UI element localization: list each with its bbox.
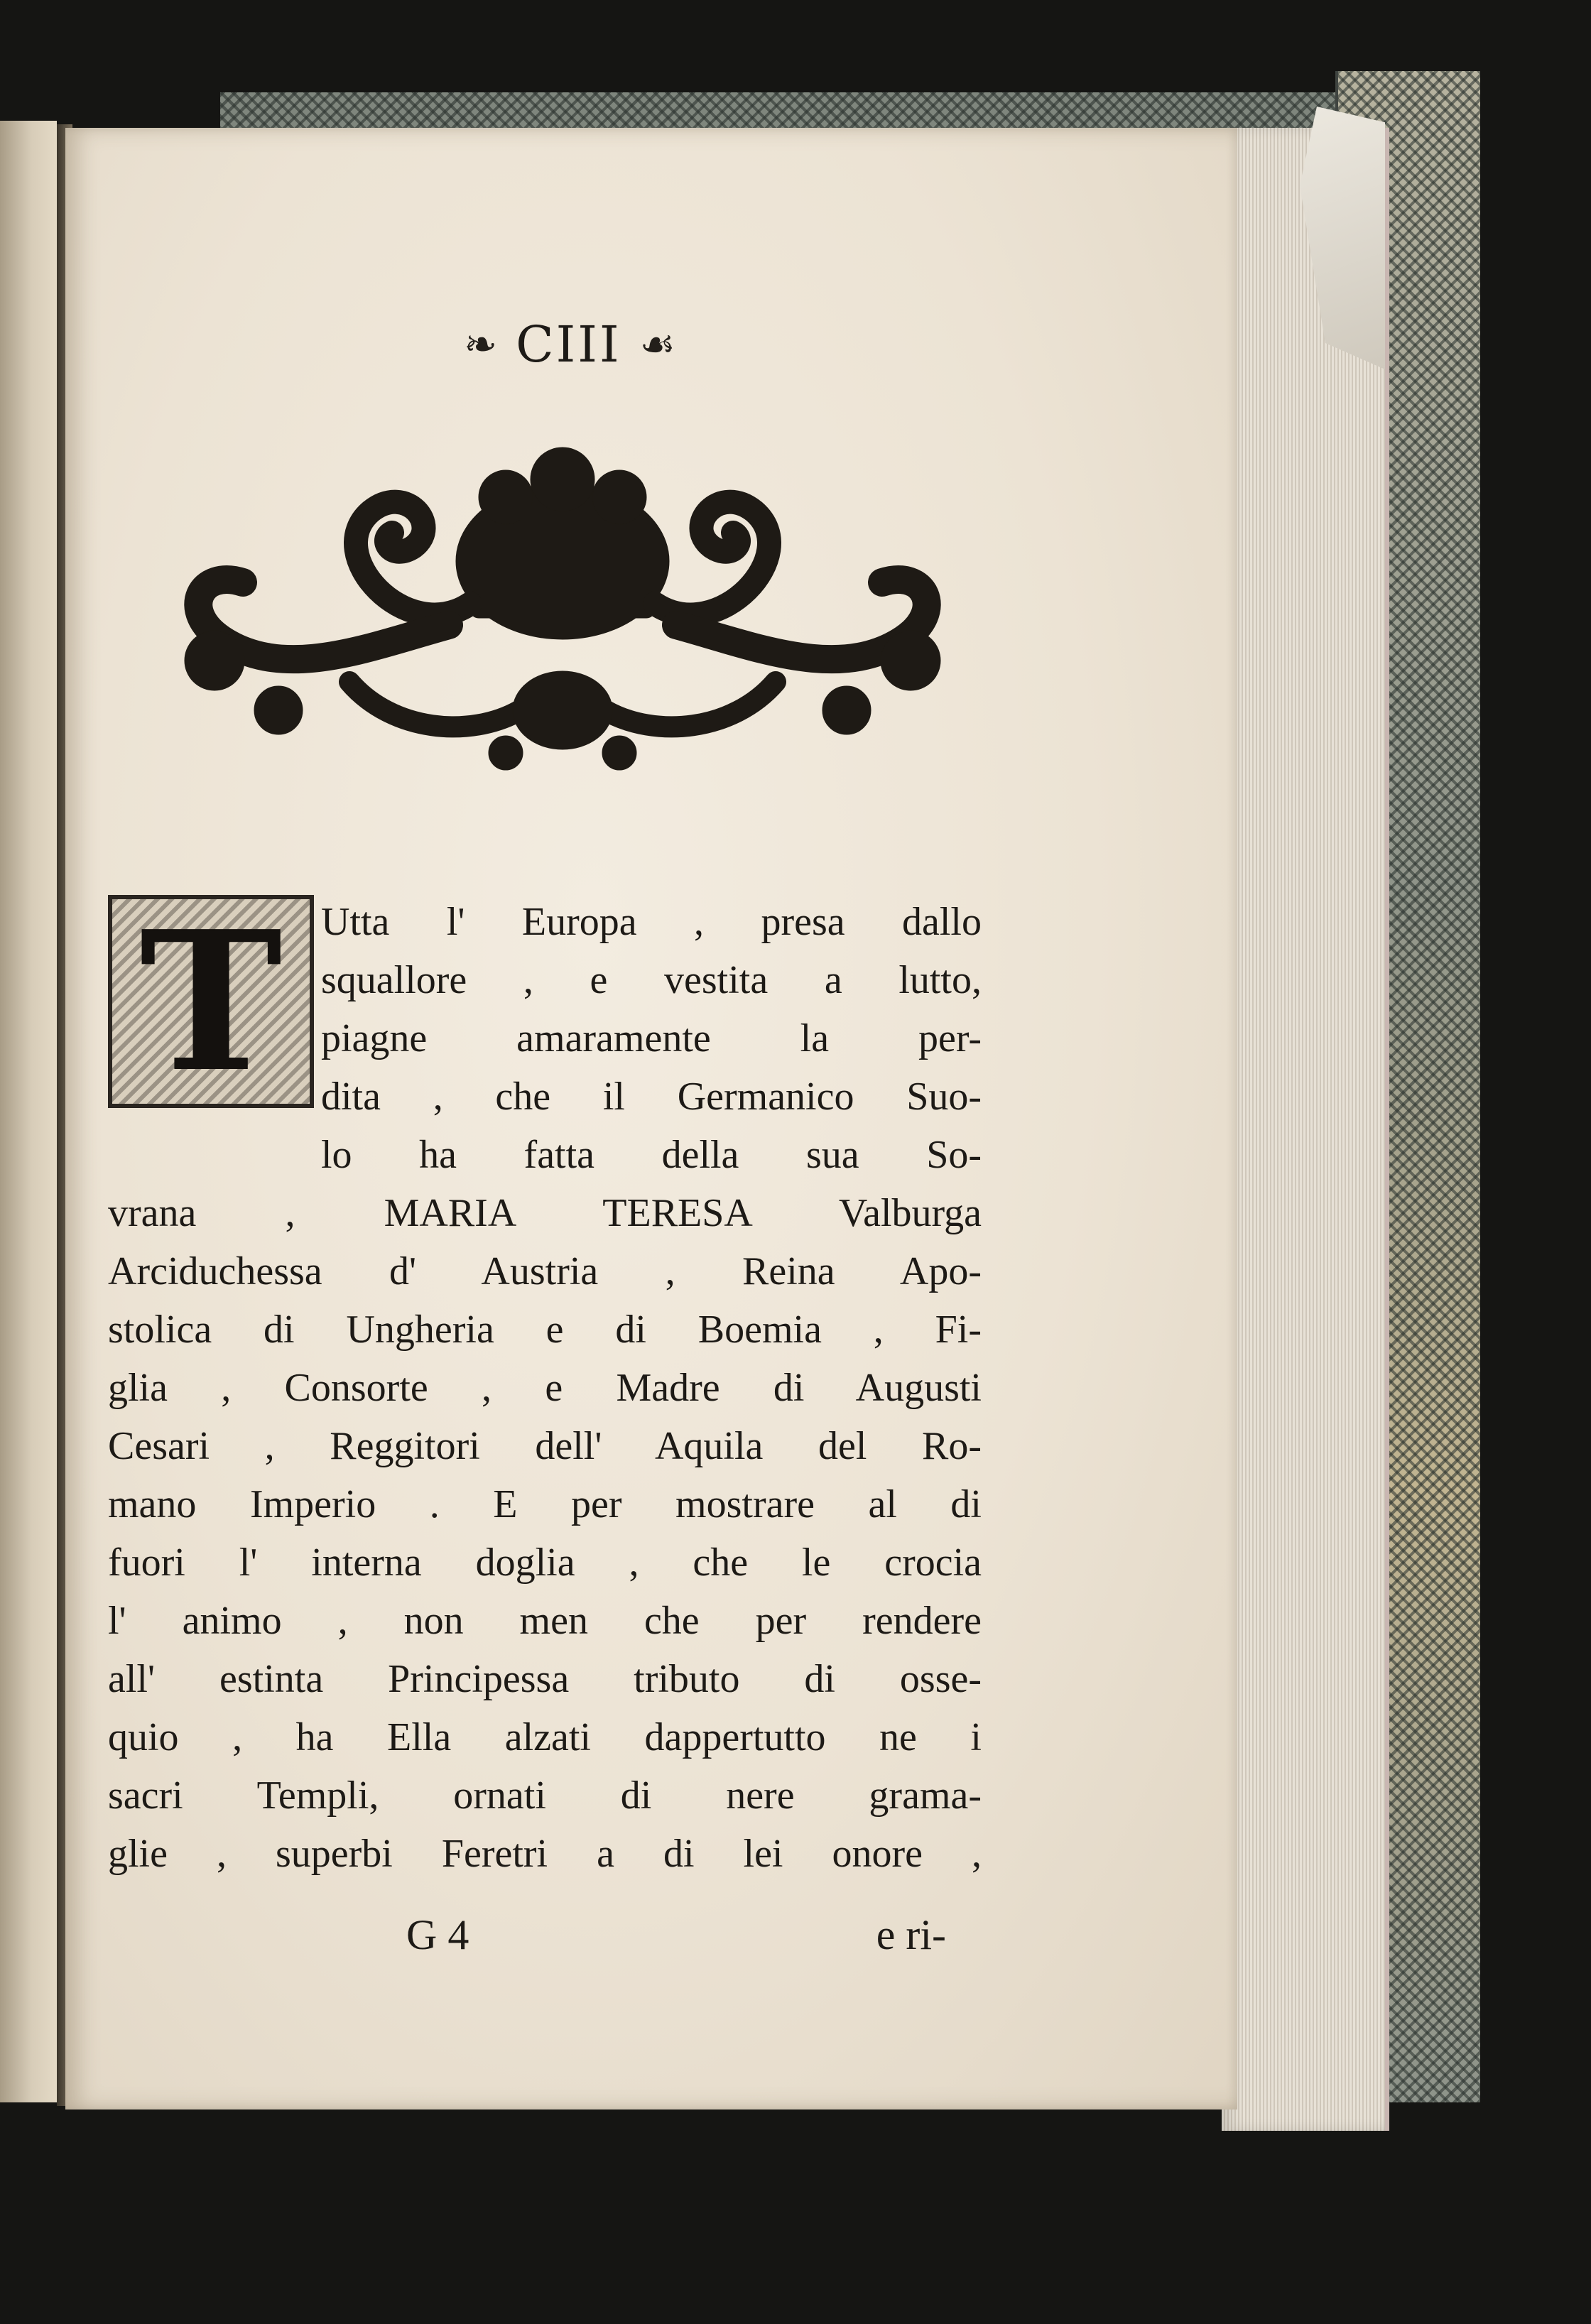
text-line-8: stolica di Ungheria e di Boemia , Fi- — [108, 1308, 982, 1352]
text-line-4: dita , che il Germanico Suo- — [321, 1075, 982, 1119]
catchword: e ri- — [876, 1911, 946, 1958]
text-line-14: all' estinta Principessa tributo di osse- — [108, 1657, 982, 1701]
text-line-7: Arciduchessa d' Austria , Reina Apo- — [108, 1249, 982, 1293]
text-line-13: l' animo , non men che per rendere — [108, 1599, 982, 1643]
book-page — [65, 128, 1237, 2109]
text-line-16: sacri Templi, ornati di nere grama- — [108, 1774, 982, 1818]
facing-page-edge — [0, 121, 57, 2102]
page-edges-stack — [1222, 128, 1389, 2131]
text-line-1: Utta l' Europa , presa dallo — [321, 900, 982, 944]
text-line-2: squallore , e vestita a lutto, — [321, 958, 982, 1002]
text-line-6: vrana , MARIA TERESA Valburga — [108, 1191, 982, 1235]
text-line-11: mano Imperio . E per mostrare al di — [108, 1482, 982, 1526]
fleuron-left-icon: ❧ — [464, 321, 498, 368]
fleuron-right-icon: ☙ — [639, 321, 675, 368]
text-line-3: piagne amaramente la per- — [321, 1016, 982, 1060]
page-number: CIII — [516, 315, 621, 374]
page-header — [371, 305, 769, 384]
text-line-12: fuori l' interna doglia , che le crocia — [108, 1541, 982, 1585]
text-line-10: Cesari , Reggitori dell' Aquila del Ro- — [108, 1424, 982, 1468]
drop-cap-initial: T — [108, 895, 314, 1108]
text-line-15: quio , ha Ella alzati dappertutto ne i — [108, 1715, 982, 1759]
text-block — [87, 889, 982, 1889]
text-line-5: lo ha fatta della sua So- — [321, 1133, 982, 1177]
text-line-9: glia , Consorte , e Madre di Augusti — [108, 1366, 982, 1410]
signature-mark: G 4 — [406, 1911, 469, 1958]
headpiece-ornament-icon — [136, 412, 974, 810]
page-footer — [406, 1911, 946, 1967]
text-line-17: glie , superbi Feretri a di lei onore , — [108, 1832, 982, 1876]
